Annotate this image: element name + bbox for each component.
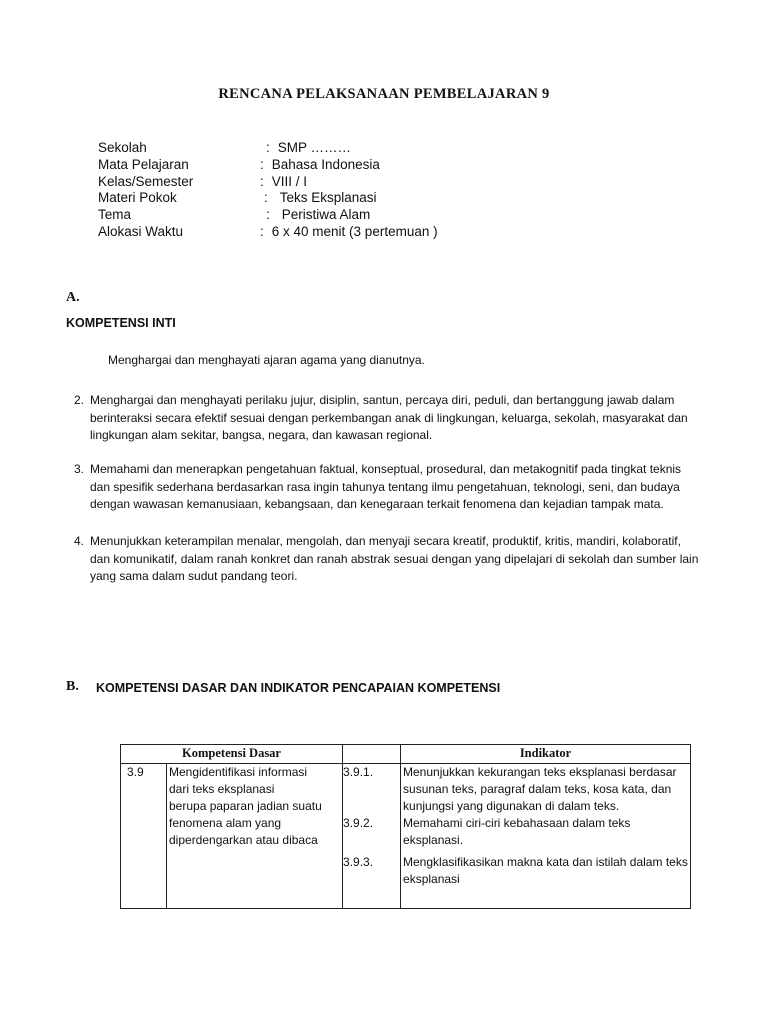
info-label: Materi Pokok xyxy=(98,190,177,205)
info-label: Alokasi Waktu xyxy=(98,224,184,239)
kd-line: Mengidentifikasi informasi xyxy=(169,765,308,779)
indicator-number: 3.9.1. xyxy=(343,765,374,779)
item-number: 4. xyxy=(74,534,85,548)
header-empty xyxy=(343,745,401,764)
table-header-row xyxy=(121,745,691,764)
section-b-letter: B. xyxy=(66,679,79,694)
info-value: SMP ……… xyxy=(277,140,352,155)
item-number: 2. xyxy=(74,393,85,407)
info-value: Bahasa Indonesia xyxy=(271,157,380,172)
info-value: Peristiwa Alam xyxy=(281,207,371,222)
info-sep: : xyxy=(260,224,264,239)
item-number: 3. xyxy=(74,462,85,476)
info-sep: : xyxy=(260,157,264,172)
indicator-number: 3.9.2. xyxy=(343,816,374,830)
info-sep: : xyxy=(266,140,270,155)
indicator-text: Mengklasifikasikan makna kata dan istilah dalam teks eksplanasi xyxy=(403,855,688,886)
item-text: Menunjukkan keterampilan menalar, mengolah, dan menyaji secara kreatif, produktif, kritis, mandiri, kolaboratif, dan komunikatif, dalam ranah konkret dan ranah abstrak sesuai dengan yang dipelajari di sekolah dan sumber lain yang sama dalam sudut pandang teori. xyxy=(90,534,699,583)
info-row-sekolah xyxy=(98,140,351,155)
info-value: Teks Eksplanasi xyxy=(279,190,377,205)
indicator-number: 3.9.3. xyxy=(343,855,374,869)
kompetensi-table xyxy=(120,744,691,909)
item-text: Menghargai dan menghayati perilaku jujur, disiplin, santun, percaya diri, peduli, dan bertanggung jawab dalam berinteraksi secara efektif sesuai dengan perkembangan anak di lingkungan, keluarga, sekolah, masyarakat dan lingkungan alam sekitar, bangsa, negara, dan kawasan regional. xyxy=(90,393,688,442)
item-text: Memahami dan menerapkan pengetahuan faktual, konseptual, prosedural, dan metakognitif pada tingkat teknis dan spesifik sederhana berdasarkan rasa ingin tahunya tentang ilmu pengetahuan, teknologi, seni, dan budaya dengan wawasan kemanusiaan, kebangsaan, dan kenegaraan terkait fenomena dan kejadian tampak mata. xyxy=(90,462,682,511)
header-indikator: Indikator xyxy=(401,745,691,764)
indicator-text: Memahami ciri-ciri kebahasaan dalam teks eksplanasi. xyxy=(403,816,631,847)
info-sep: : xyxy=(260,174,264,189)
info-label: Kelas/Semester xyxy=(98,174,194,189)
info-label: Tema xyxy=(98,207,132,222)
section-a-letter: A. xyxy=(66,290,80,305)
info-value: 6 x 40 menit (3 pertemuan ) xyxy=(271,224,438,239)
kd-number xyxy=(121,764,167,909)
info-row-tema xyxy=(98,207,370,222)
info-row-mata-pelajaran xyxy=(98,157,380,172)
info-row-alokasi-waktu xyxy=(98,224,438,239)
indicator-text: Menunjukkan kekurangan teks eksplanasi berdasar susunan teks, paragraf dalam teks, kosa kata, dan kunjungsi yang digunakan di dalam teks. xyxy=(403,765,677,813)
info-sep: : xyxy=(266,207,270,222)
header-kompetensi-dasar: Kompetensi Dasar xyxy=(121,745,343,764)
indicator-numbers xyxy=(343,764,401,909)
info-label: Sekolah xyxy=(98,140,147,155)
section-a-heading: KOMPETENSI INTI xyxy=(66,316,176,330)
info-value: VIII / I xyxy=(271,174,308,189)
info-label: Mata Pelajaran xyxy=(98,157,189,172)
info-row-materi-pokok xyxy=(98,190,377,205)
section-b-heading: KOMPETENSI DASAR DAN INDIKATOR PENCAPAIAN KOMPETENSI xyxy=(96,681,501,695)
kd-line: fenomena alam yang xyxy=(169,816,282,830)
indicator-texts xyxy=(401,764,691,909)
kd-line: diperdengarkan atau dibaca xyxy=(169,833,318,847)
table-row xyxy=(121,764,691,909)
info-sep: : xyxy=(264,190,268,205)
kd-number-text: 3.9 xyxy=(127,765,144,779)
kd-text xyxy=(167,764,343,909)
document-title: RENCANA PELAKSANAAN PEMBELAJARAN 9 xyxy=(218,86,550,102)
kd-line: dari teks eksplanasi xyxy=(169,782,275,796)
kd-line: berupa paparan jadian suatu xyxy=(169,799,322,813)
section-a-intro: Menghargai dan menghayati ajaran agama yang dianutnya. xyxy=(108,353,425,367)
info-row-kelas-semester xyxy=(98,174,307,189)
